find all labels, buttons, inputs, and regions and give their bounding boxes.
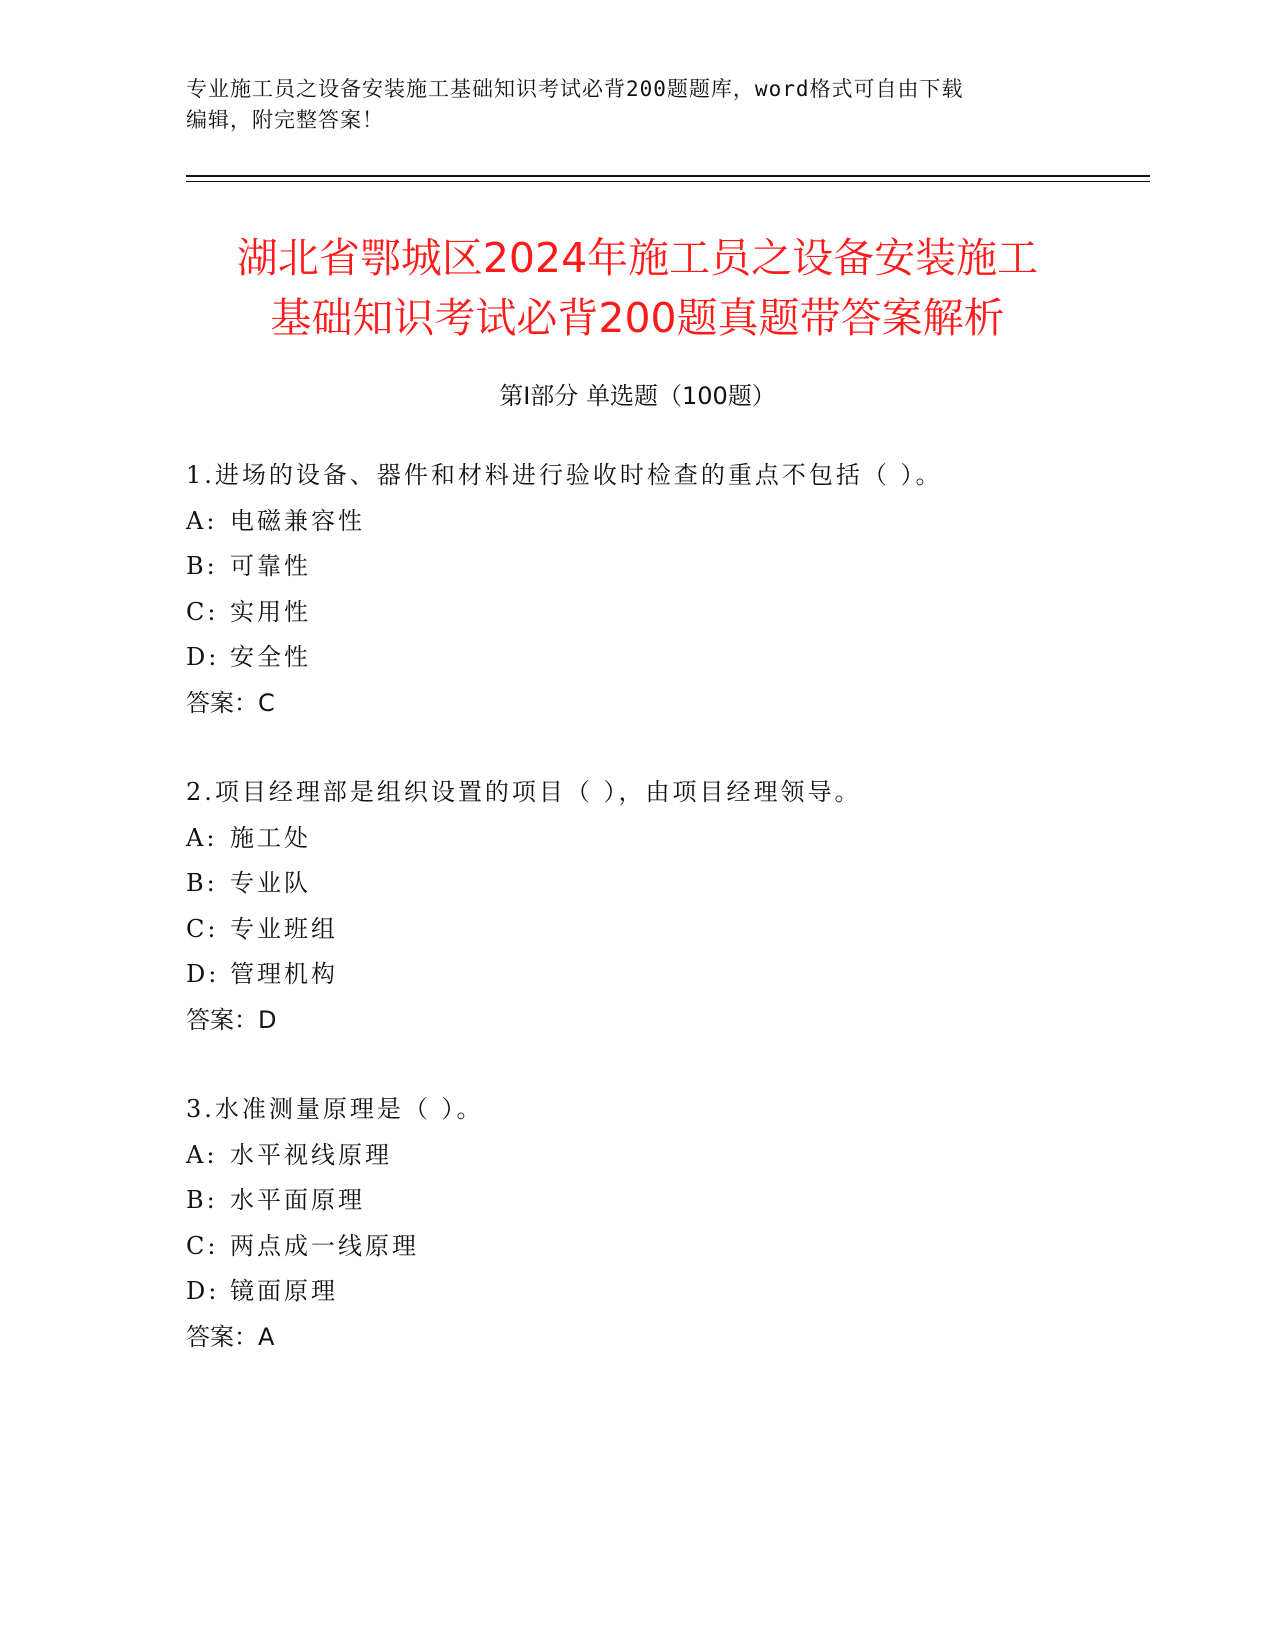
question-1 <box>186 453 1166 726</box>
answer-line: 答案：D <box>186 1005 277 1034</box>
option-letter: B: <box>186 552 218 580</box>
option-d <box>186 635 1166 681</box>
option-text: 施工处 <box>230 823 311 852</box>
option-letter: C: <box>186 914 219 943</box>
option-letter: D: <box>186 960 220 988</box>
option-text: 管理机构 <box>230 960 338 988</box>
option-text: 电磁兼容性 <box>230 506 365 535</box>
option-d <box>186 952 1166 998</box>
option-letter: A: <box>186 1140 218 1169</box>
option-b <box>186 544 1166 590</box>
header-note-line-2: 编辑，附完整答案！ <box>186 108 384 132</box>
option-text: 水平面原理 <box>230 1186 365 1214</box>
option-text: 水平视线原理 <box>230 1140 392 1169</box>
option-a <box>186 1133 1166 1179</box>
option-text: 两点成一线原理 <box>230 1231 419 1260</box>
answer-line: 答案：A <box>186 1322 275 1351</box>
document-title-line-2: 基础知识考试必背200题真题带答案解析 <box>270 294 1005 342</box>
option-a <box>186 499 1166 545</box>
option-text: 专业班组 <box>230 914 338 943</box>
question-3 <box>186 1087 1166 1360</box>
document-title <box>0 228 1275 348</box>
option-letter: D: <box>186 643 220 671</box>
option-text: 镜面原理 <box>230 1277 338 1305</box>
option-text: 实用性 <box>230 597 311 626</box>
option-text: 专业队 <box>230 869 311 897</box>
option-a <box>186 816 1166 862</box>
option-d <box>186 1269 1166 1315</box>
option-b <box>186 1178 1166 1224</box>
header-rule-thin <box>186 181 1150 182</box>
option-b <box>186 861 1166 907</box>
option-c <box>186 1224 1166 1270</box>
question-stem: 1.进场的设备、器件和材料进行验收时检查的重点不包括（ ）。 <box>186 461 943 489</box>
question-stem: 2.项目经理部是组织设置的项目（ ），由项目经理领导。 <box>186 778 862 806</box>
option-letter: C: <box>186 597 219 626</box>
document-title-line-1: 湖北省鄂城区2024年施工员之设备安装施工 <box>236 234 1039 282</box>
option-letter: C: <box>186 1231 219 1260</box>
question-stem: 3.水准测量原理是（ ）。 <box>186 1095 484 1123</box>
option-letter: B: <box>186 1186 218 1214</box>
option-text: 可靠性 <box>230 552 311 580</box>
header-note <box>186 74 1086 136</box>
header-note-line-1: 专业施工员之设备安装施工基础知识考试必背200题题库，word格式可自由下载 <box>186 77 964 101</box>
option-text: 安全性 <box>230 643 311 671</box>
option-letter: A: <box>186 506 218 535</box>
option-letter: B: <box>186 869 218 897</box>
answer-line: 答案：C <box>186 688 275 717</box>
header-rule-thick <box>186 175 1150 177</box>
option-c <box>186 907 1166 953</box>
section-heading: 第Ⅰ部分 单选题（100题） <box>499 382 776 410</box>
option-letter: A: <box>186 823 218 852</box>
question-2 <box>186 770 1166 1043</box>
option-c <box>186 590 1166 636</box>
option-letter: D: <box>186 1277 220 1305</box>
